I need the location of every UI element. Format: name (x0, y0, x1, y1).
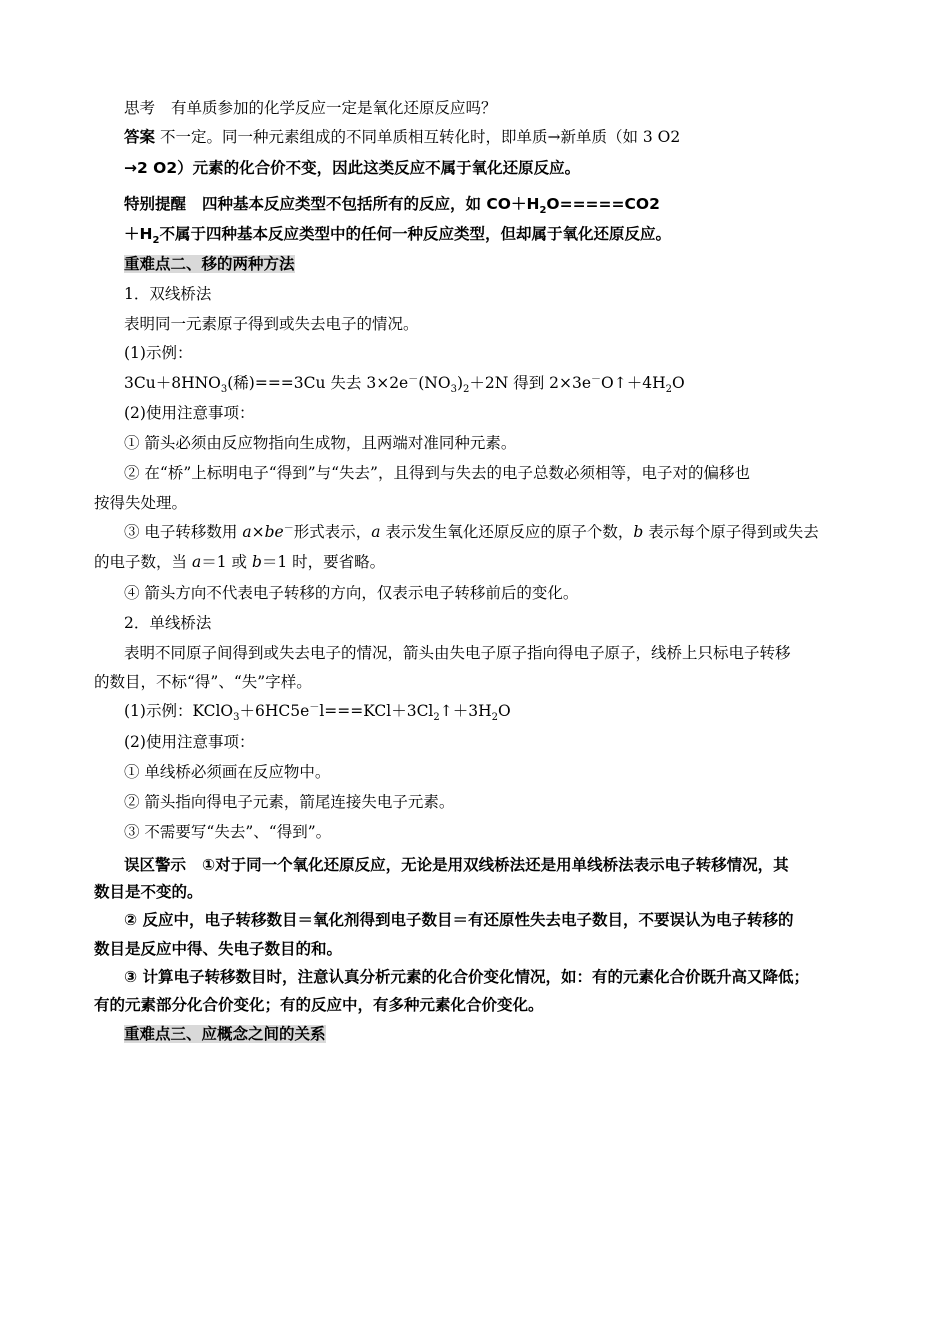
s2-desc-2 (94, 672, 312, 692)
special-text-1b: O=====CO2 (546, 195, 660, 213)
var: a (371, 523, 381, 541)
s1-note-2b-text: 按得失处理。 (94, 494, 188, 512)
txt: ＝1 或 (201, 553, 247, 571)
sub: 2 (491, 712, 499, 724)
s2-note-2 (124, 792, 454, 812)
s2-note-2-text: ② 箭头指向得电子元素，箭尾连接失电子元素。 (124, 793, 455, 811)
s1-title-text: 1．双线桥法 (124, 285, 212, 303)
section-heading-3 (124, 1024, 326, 1044)
txt: ③ 电子转移数用 (124, 523, 238, 541)
think-text: 有单质参加的化学反应一定是氧化还原反应吗？ (171, 99, 497, 117)
eq-part: O (498, 702, 511, 720)
special-text-1a: 四种基本反应类型不包括所有的反应，如 CO＋H (202, 195, 540, 213)
s2-example (124, 701, 511, 724)
s1-note-4-text: ④ 箭头方向不代表电子转移的方向，仅表示电子转移前后的变化。 (124, 584, 579, 602)
eq-part: ↑＋3H (439, 702, 492, 720)
answer-line-2 (124, 158, 580, 178)
section-heading-2 (124, 254, 295, 274)
s2-desc-1-text: 表明不同原子间得到或失去电子的情况，箭头由失电子原子指向得电子原子，线桥上只标电子转移 (124, 644, 791, 662)
special-line-2 (124, 224, 671, 247)
s1-desc (124, 314, 419, 334)
warn-label: 误区警示 (124, 856, 187, 874)
s2-note-1 (124, 762, 330, 782)
warn-text-6: 有的元素部分化合价变化；有的反应中，有多种元素化合价变化。 (94, 996, 544, 1014)
eq-part: (1)示例：KClO (124, 702, 234, 720)
eq-part: ＋6HC5e (239, 702, 310, 720)
warn-text-2: 数目是不变的。 (94, 883, 203, 901)
s1-note-3b (94, 552, 385, 572)
var: b (633, 523, 644, 541)
txt: 表示发生氧化还原反应的原子个数， (385, 523, 634, 541)
s1-note-2a-text: ② 在“桥”上标明电子“得到”与“失去”，且得到与失去的电子总数必须相等，电子对的偏移也 (124, 464, 750, 482)
s2-note-3 (124, 822, 331, 842)
heading-text: 重难点二、移的两种方法 (124, 255, 295, 273)
s1-ex-label-text: (1)示例： (124, 344, 193, 362)
var: b (251, 553, 262, 571)
s1-note-1-text: ① 箭头必须由反应物指向生成物，且两端对准同种元素。 (124, 434, 517, 452)
s2-note-1-text: ① 单线桥必须画在反应物中。 (124, 763, 331, 781)
s2-desc-1 (124, 643, 791, 663)
sub: 2 (152, 235, 160, 247)
sub: 3 (220, 384, 228, 396)
special-text-2a: ＋H (124, 225, 153, 243)
var: a×be (242, 523, 284, 541)
warn-line-4 (94, 939, 342, 959)
eq-part: (稀)===3Cu 失去 3×2e (227, 374, 409, 392)
s2-title-text: 2．单线桥法 (124, 614, 212, 632)
txt: 形式表示， (293, 523, 372, 541)
special-text-2b: 不属于四种基本反应类型中的任何一种反应类型，但却属于氧化还原反应。 (159, 225, 671, 243)
eq-part: ) (456, 374, 463, 392)
eq-part: O (672, 374, 685, 392)
warn-line-1 (124, 855, 789, 875)
s1-note-4 (124, 583, 578, 603)
warn-line-5 (124, 967, 809, 987)
s1-desc-text: 表明同一元素原子得到或失去电子的情况。 (124, 315, 419, 333)
s2-desc-2-text: 的数目，不标“得”、“失”字样。 (94, 673, 312, 691)
s2-title (124, 613, 211, 633)
warn-text-1: ①对于同一个氧化还原反应，无论是用双线桥法还是用单线桥法表示电子转移情况，其 (202, 856, 789, 874)
warn-text-4: 数目是反应中得、失电子数目的和。 (94, 940, 343, 958)
sup: － (283, 522, 294, 534)
answer-label: 答案 (124, 128, 156, 146)
txt: 的电子数，当 (94, 553, 188, 571)
s1-note-1 (124, 433, 516, 453)
answer-text-1: 不一定。同一种元素组成的不同单质相互转化时，即单质→新单质（如 3 O2 (159, 128, 681, 146)
eq-part: l===KCl＋3Cl (319, 702, 434, 720)
sup: － (309, 701, 320, 713)
warn-text-3: ② 反应中，电子转移数目＝氧化剂得到电子数目＝有还原性失去电子数目，不要误认为电子转移的 (124, 911, 794, 929)
eq-part: ＋2N 得到 2×3e (469, 374, 592, 392)
warn-line-3 (124, 910, 794, 930)
sub: 3 (233, 712, 240, 724)
special-line-1 (124, 194, 660, 217)
sub: 2 (463, 384, 470, 396)
s1-note-label-text: (2)使用注意事项： (124, 404, 255, 422)
eq-part: O↑＋4H (601, 374, 666, 392)
s1-note-3a (124, 522, 819, 542)
think-label: 思考 (124, 99, 156, 117)
sub: 3 (450, 384, 457, 396)
think-line (124, 98, 497, 118)
warn-line-6 (94, 995, 544, 1015)
s2-note-3-text: ③ 不需要写“失去”、“得到”。 (124, 823, 332, 841)
s1-note-2a (124, 463, 750, 483)
special-label: 特别提醒 (124, 195, 187, 213)
answer-text-2: →2 O2）元素的化合价不变，因此这类反应不属于氧化还原反应。 (124, 159, 581, 177)
answer-line-1 (124, 127, 680, 147)
s2-note-label-text: (2)使用注意事项： (124, 733, 255, 751)
sup: － (408, 373, 419, 385)
sub: 2 (665, 384, 672, 396)
s1-equation (124, 373, 685, 396)
s1-example-label (124, 343, 192, 363)
s1-note-2b (94, 493, 187, 513)
heading-text: 重难点三、应概念之间的关系 (124, 1025, 326, 1043)
s2-note-label (124, 732, 254, 752)
eq-part: 3Cu＋8HNO (124, 374, 221, 392)
warn-line-2 (94, 882, 203, 902)
var: a (191, 553, 202, 571)
sup: － (591, 373, 602, 385)
s1-note-label (124, 403, 254, 423)
sub: 2 (539, 205, 547, 217)
eq-part: (NO (418, 374, 451, 392)
txt: 表示每个原子得到或失去 (648, 523, 819, 541)
txt: ＝1 时，要省略。 (261, 553, 386, 571)
warn-text-5: ③ 计算电子转移数目时，注意认真分析元素的化合价变化情况，如：有的元素化合价既升高又降低； (124, 968, 810, 986)
sub: 2 (433, 712, 440, 724)
s1-title (124, 284, 211, 304)
